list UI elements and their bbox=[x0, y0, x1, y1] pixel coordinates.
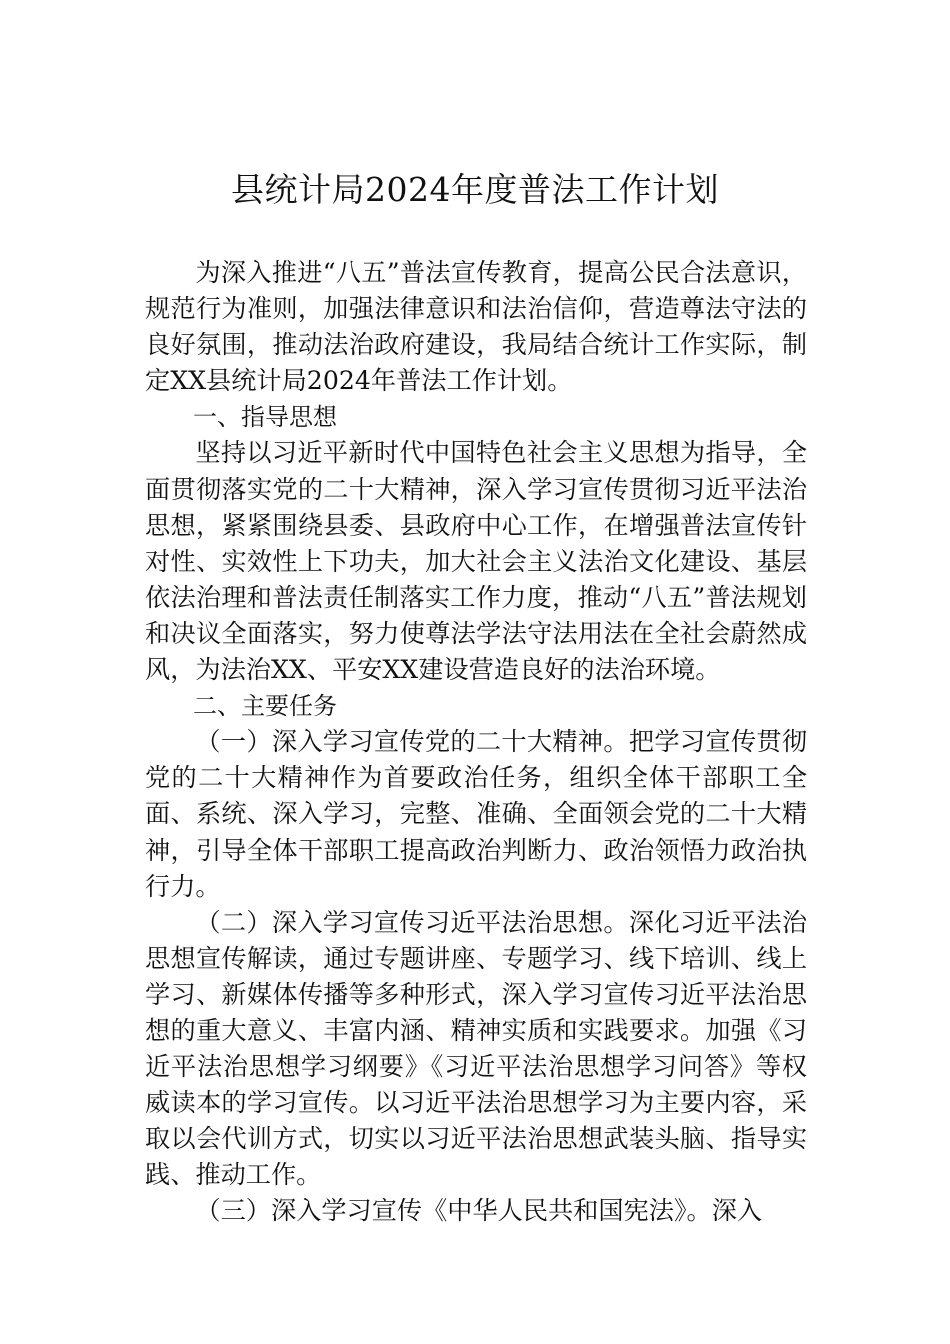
task-3-paragraph: （三）深入学习宣传《中华人民共和国宪法》。深入 bbox=[195, 1196, 763, 1226]
section-heading-main-tasks: 二、主要任务 bbox=[193, 692, 337, 721]
document-body bbox=[145, 255, 807, 1230]
task-2-paragraph: （二）深入学习宣传习近平法治思想。深化习近平法治思想宣传解读，通过专题讲座、专题学习、线下培训、线上学习、新媒体传播等多种形式，深入学习宣传习近平法治思想的重大意义、丰富内涵、精神实质和实践要求。加强《习近平法治思想学习纲要》《习近平法治思想学习问答》等权威读本的学习宣传。以习近平法治思想学习为主要内容，采取以会代训方式，切实以习近平法治思想武装头脑、指导实践、推动工作。 bbox=[145, 907, 807, 1190]
section-heading-guiding-ideology: 一、指导思想 bbox=[193, 403, 337, 432]
task-1-paragraph: （一）深入学习宣传党的二十大精神。把学习宣传贯彻党的二十大精神作为首要政治任务，组织全体干部职工全面、系统、深入学习，完整、准确、全面领会党的二十大精神，引导全体干部职工提高政治判断力、政治领悟力政治执行力。 bbox=[145, 727, 807, 901]
guiding-ideology-paragraph: 坚持以习近平新时代中国特色社会主义思想为指导，全面贯彻落实党的二十大精神，深入学习宣传贯彻习近平法治思想，紧紧围绕县委、县政府中心工作，在增强普法宣传针对性、实效性上下功夫，加大社会主义法治文化建设、基层依法治理和普法责任制落实工作力度，推动“八五”普法规划和决议全面落实，努力使尊法学法守法用法在全社会蔚然成风，为法治XX、平安XX建设营造良好的法治环境。 bbox=[145, 438, 807, 685]
document-title: 县统计局2024年度普法工作计划 bbox=[231, 170, 719, 209]
intro-paragraph: 为深入推进“八五”普法宣传教育，提高公民合法意识，规范行为准则，加强法律意识和法治信仰，营造尊法守法的良好氛围，推动法治政府建设，我局结合统计工作实际，制定XX县统计局2024年普法工作计划。 bbox=[145, 258, 807, 396]
